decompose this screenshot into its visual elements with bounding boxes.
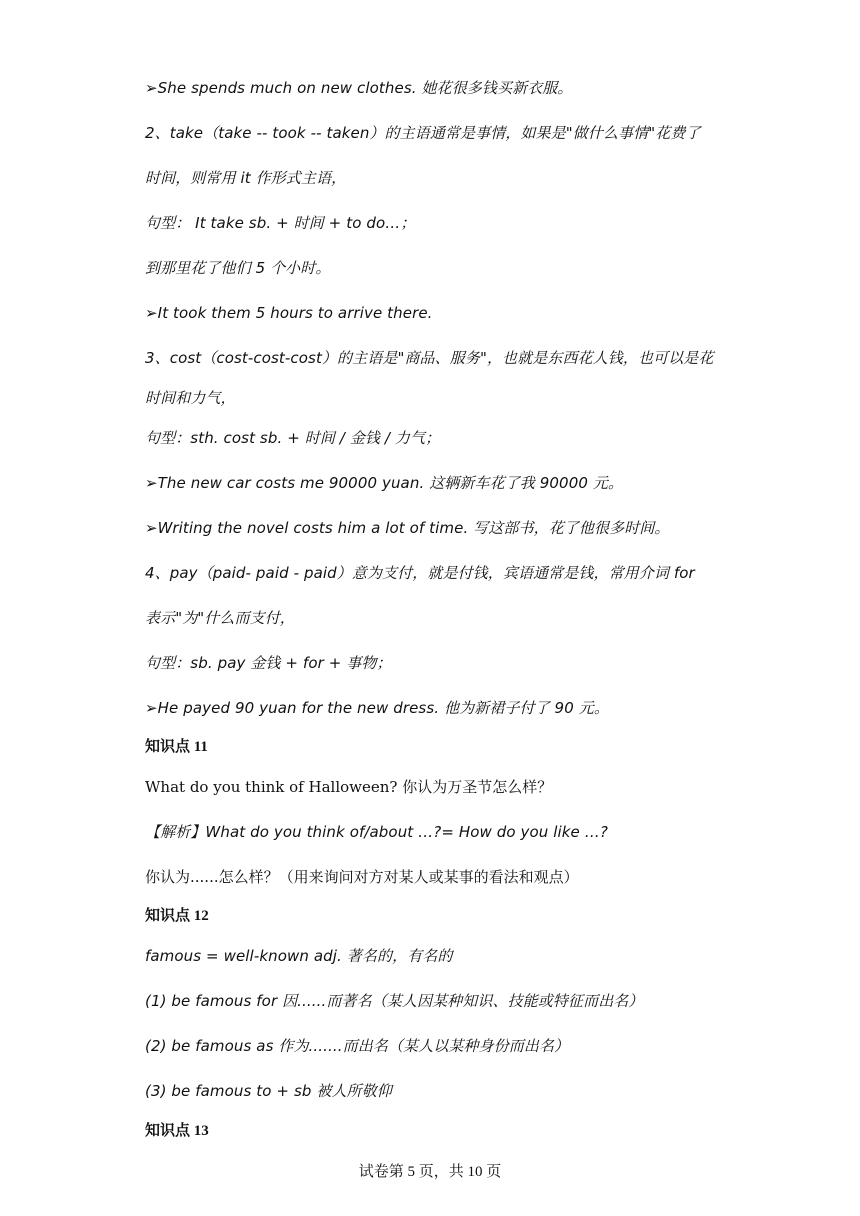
kp11-analysis: 【解析】What do you think of/about …?= How do you like …?	[145, 823, 608, 841]
point-take-intro-cont: 时间，则常用 it 作形式主语，	[145, 169, 347, 187]
example-take: ➢It took them 5 hours to arrive there.	[145, 304, 433, 322]
point-take-intro: 2、take（take -- took -- taken）的主语通常是事情，如果是"做什么事情"花费了	[145, 124, 701, 142]
pattern-take: 句型： It take sb. + 时间 + to do…；	[145, 214, 416, 232]
point-pay-intro-cont: 表示"为"什么而支付，	[145, 609, 295, 627]
example-spend: ➢She spends much on new clothes. 她花很多钱买新衣服。	[145, 79, 573, 97]
knowledge-point-11-heading: 知识点 11	[145, 739, 208, 755]
kp11-explanation: 你认为......怎么样？（用来询问对方对某人或某事的看法和观点）	[145, 868, 579, 886]
page-footer: 试卷第 5 页，共 10 页	[358, 1164, 502, 1180]
example-cost-car: ➢The new car costs me 90000 yuan. 这辆新车花了我 90000 元。	[145, 474, 624, 492]
kp12-famous-definition: famous = well-known adj. 著名的，有名的	[145, 947, 453, 965]
pattern-cost: 句型：sth. cost sb. + 时间 / 金钱 / 力气；	[145, 429, 441, 447]
example-pay: ➢He payed 90 yuan for the new dress. 他为新裙子付了 90 元。	[145, 699, 609, 717]
pattern-pay: 句型：sb. pay 金钱 + for + 事物；	[145, 654, 392, 672]
take-translation: 到那里花了他们 5 个小时。	[145, 259, 331, 277]
kp11-question: What do you think of Halloween? 你认为万圣节怎么样？	[145, 778, 553, 796]
knowledge-point-13-heading: 知识点 13	[145, 1123, 209, 1139]
kp12-famous-for: (1) be famous for 因......而著名（某人因某种知识、技能或特征而出名）	[145, 992, 644, 1010]
point-cost-intro-cont: 时间和力气，	[145, 389, 236, 407]
kp12-famous-as: (2) be famous as 作为.......而出名（某人以某种身份而出名）	[145, 1037, 570, 1055]
knowledge-point-12-heading: 知识点 12	[145, 908, 209, 924]
point-pay-intro: 4、pay（paid- paid - paid）意为支付，就是付钱，宾语通常是钱，常用介词 for	[145, 564, 695, 582]
example-cost-novel: ➢Writing the novel costs him a lot of time. 写这部书，花了他很多时间。	[145, 519, 670, 537]
kp12-famous-to: (3) be famous to + sb 被人所敬仰	[145, 1082, 392, 1100]
point-cost-intro: 3、cost（cost-cost-cost）的主语是"商品、服务"，也就是东西花人钱，也可以是花	[145, 349, 714, 367]
